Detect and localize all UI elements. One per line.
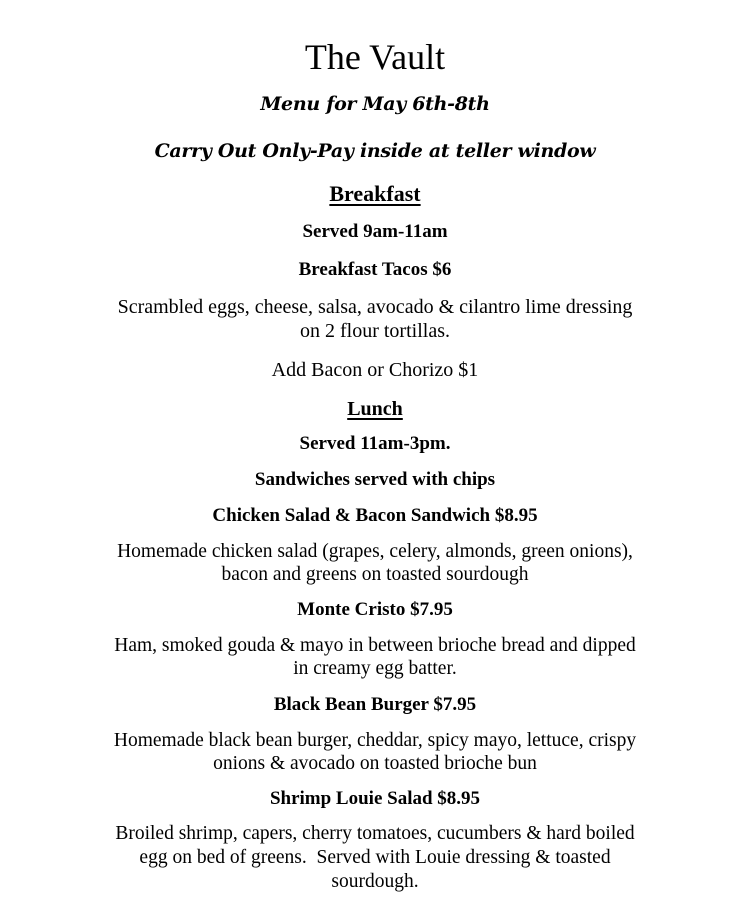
menu-item-name: Monte Cristo $7.95 <box>297 599 453 620</box>
lunch-note: Sandwiches served with chips <box>254 469 496 490</box>
menu-item-name: Breakfast Tacos $6 <box>298 259 452 280</box>
menu-item-description: sourdough. <box>331 871 419 892</box>
menu-dates: Menu for May 6th-8th <box>260 93 490 115</box>
restaurant-name: The Vault <box>304 37 446 77</box>
lunch-heading: Lunch <box>347 398 403 420</box>
menu-item-description: egg on bed of greens. Served with Louie dressing & toasted <box>139 847 611 868</box>
menu-item-description: Ham, smoked gouda & mayo in between brioche bread and dipped <box>114 635 636 656</box>
menu-item-description: bacon and greens on toasted sourdough <box>221 564 529 585</box>
menu-item-description: Broiled shrimp, capers, cherry tomatoes, cucumbers & hard boiled <box>115 823 635 844</box>
lunch-hours: Served 11am-3pm. <box>299 433 451 454</box>
breakfast-addon: Add Bacon or Chorizo $1 <box>271 359 479 381</box>
menu-item-name: Black Bean Burger $7.95 <box>273 694 477 715</box>
menu-item-description: Homemade black bean burger, cheddar, spicy mayo, lettuce, crispy <box>113 730 637 751</box>
menu-item-description: onions & avocado on toasted brioche bun <box>213 753 537 774</box>
ordering-note: Carry Out Only-Pay inside at teller window <box>154 140 596 162</box>
breakfast-hours: Served 9am-11am <box>302 221 448 242</box>
menu-item-name: Chicken Salad & Bacon Sandwich $8.95 <box>212 505 538 526</box>
menu-item-description: in creamy egg batter. <box>293 658 457 679</box>
menu-item-name: Shrimp Louie Salad $8.95 <box>269 788 481 809</box>
menu-item-description: on 2 flour tortillas. <box>300 320 450 342</box>
breakfast-heading: Breakfast <box>329 181 421 206</box>
menu-item-description: Homemade chicken salad (grapes, celery, almonds, green onions), <box>117 541 633 562</box>
menu-item-description: Scrambled eggs, cheese, salsa, avocado & cilantro lime dressing <box>117 296 633 318</box>
